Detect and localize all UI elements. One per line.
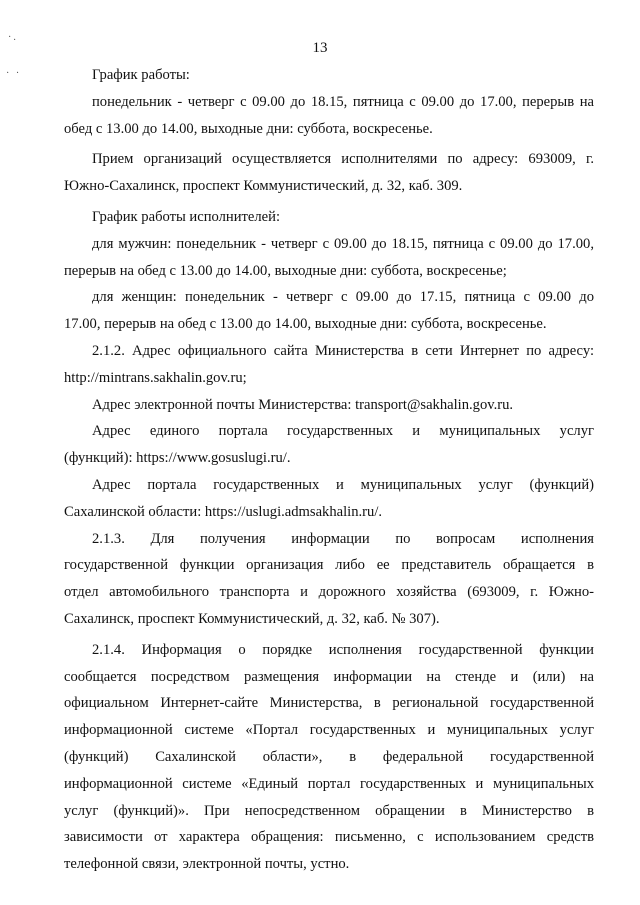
text-line: зависимости от характера обращения: письменно, с использованием средств bbox=[64, 829, 594, 846]
text-line: государственной функции организация либо ее представитель обращается в bbox=[64, 557, 594, 574]
scan-artifact: ·. bbox=[8, 32, 18, 43]
page-number: 13 bbox=[312, 40, 328, 56]
text-line: http://mintrans.sakhalin.gov.ru; bbox=[64, 369, 247, 386]
text-line: 17.00, перерыв на обед с 13.00 до 14.00, выходные дни: суббота, воскресенье. bbox=[64, 316, 547, 333]
text-line: отдел автомобильного транспорта и дорожного хозяйства (693009, г. Южно- bbox=[64, 584, 594, 601]
text-line: Прием организаций осуществляется исполнителями по адресу: 693009, г. bbox=[92, 151, 594, 168]
text-line: График работы: bbox=[92, 67, 190, 83]
text-line: Адрес единого портала государственных и муниципальных услуг bbox=[92, 423, 594, 440]
text-line: сообщается посредством размещения информации на стенде и (или) на bbox=[64, 668, 594, 685]
text-line: перерыв на обед с 13.00 до 14.00, выходные дни: суббота, воскресенье; bbox=[64, 262, 507, 279]
text-line: для мужчин: понедельник - четверг с 09.00 до 18.15, пятница с 09.00 до 17.00, bbox=[92, 235, 594, 252]
text-line: (функций): https://www.gosuslugi.ru/. bbox=[64, 450, 291, 467]
text-line: 2.1.3. Для получения информации по вопросам исполнения bbox=[92, 530, 594, 547]
text-line: (функций) Сахалинской области», в федеральной государственной bbox=[64, 748, 594, 765]
document-body bbox=[64, 62, 594, 878]
text-line: Адрес портала государственных и муниципальных услуг (функций) bbox=[92, 476, 594, 493]
text-line: 2.1.2. Адрес официального сайта Министерства в сети Интернет по адресу: bbox=[92, 342, 594, 359]
text-line: Южно-Сахалинск, проспект Коммунистический, д. 32, каб. 309. bbox=[64, 178, 463, 195]
text-line: Сахалинской области: https://uslugi.admsakhalin.ru/. bbox=[64, 503, 383, 520]
text-line: телефонной связи, электронной почты, устно. bbox=[64, 856, 350, 873]
text-line: Сахалинск, проспект Коммунистический, д. 32, каб. № 307). bbox=[64, 610, 440, 627]
text-line: обед с 13.00 до 14.00, выходные дни: суббота, воскресенье. bbox=[64, 120, 433, 137]
text-line: информационной системе «Портал государственных и муниципальных услуг bbox=[64, 722, 594, 739]
text-line: услуг (функций)». При непосредственном обращении в Министерство в bbox=[64, 802, 594, 819]
text-line: Адрес электронной почты Министерства: transport@sakhalin.gov.ru. bbox=[92, 396, 514, 413]
text-line: официальном Интернет-сайте Министерства, в региональной государственной bbox=[64, 695, 594, 712]
text-line: понедельник - четверг с 09.00 до 18.15, пятница с 09.00 до 17.00, перерыв на bbox=[92, 93, 594, 110]
text-line: информационной системе «Единый портал государственных и муниципальных bbox=[64, 775, 594, 792]
text-line: для женщин: понедельник - четверг с 09.00 до 17.15, пятница с 09.00 до bbox=[92, 289, 594, 306]
text-line: График работы исполнителей: bbox=[92, 208, 281, 225]
text-line: 2.1.4. Информация о порядке исполнения государственной функции bbox=[92, 641, 594, 658]
scan-artifact: · · bbox=[6, 68, 22, 79]
